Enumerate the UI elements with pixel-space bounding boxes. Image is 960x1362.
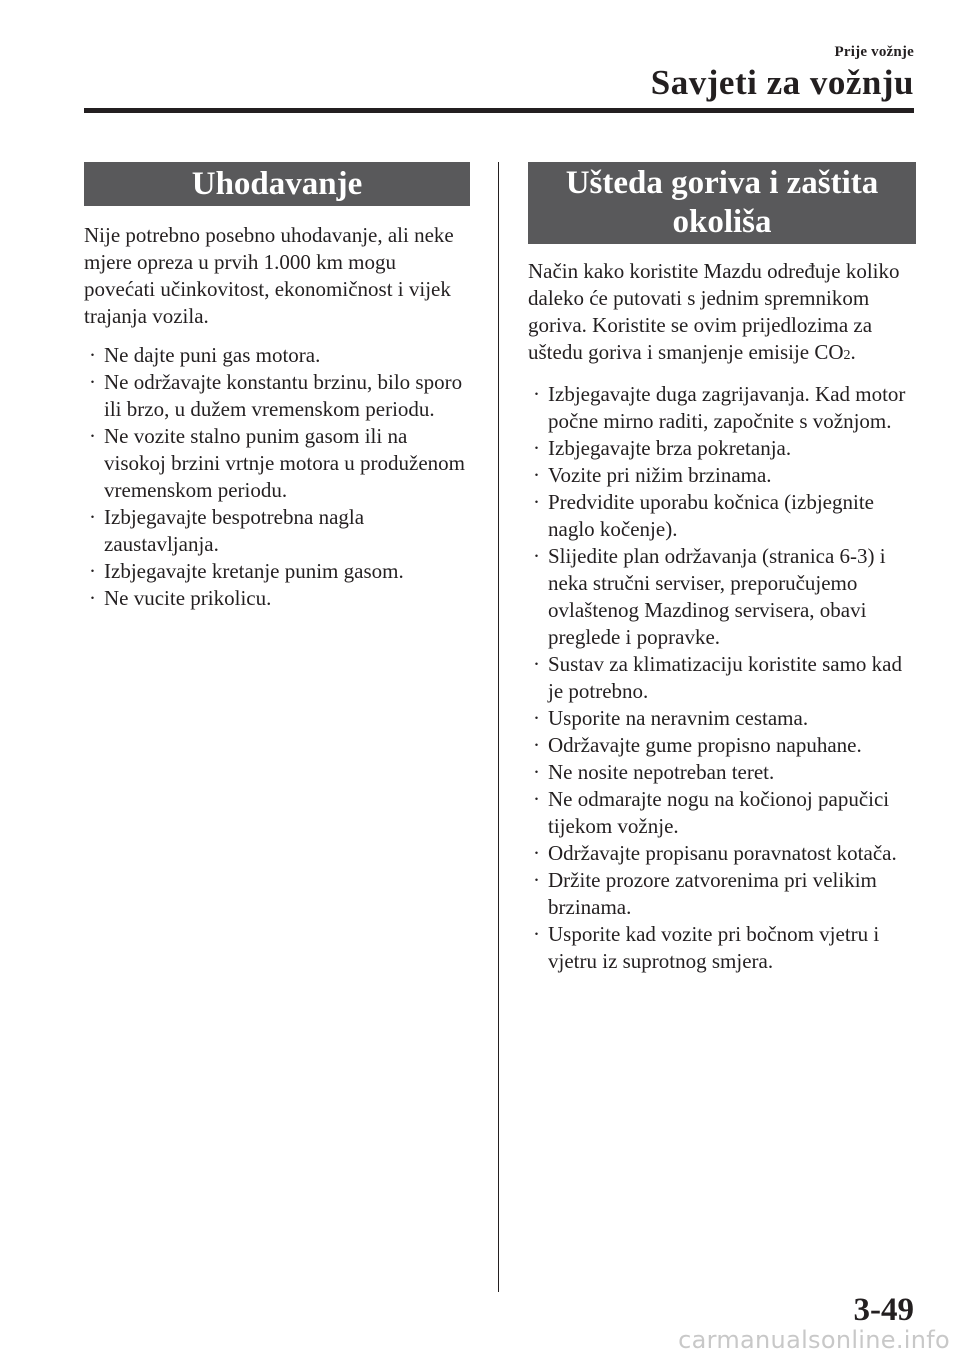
fuel-economy-intro	[528, 258, 916, 369]
list-item-text: Izbjegavajte bespotrebna nagla zaustavljanja.	[104, 505, 365, 556]
list-item-text: Vozite pri nižim brzinama.	[548, 463, 772, 487]
list-item	[528, 759, 916, 786]
list-item	[84, 369, 470, 423]
bullet-mark: ·	[533, 733, 540, 757]
list-item-text: Izbjegavajte kretanje punim gasom.	[104, 559, 404, 583]
list-item	[84, 504, 470, 558]
watermark: carmanualsonline.info	[678, 1326, 950, 1354]
list-item	[528, 705, 916, 732]
bullet-mark: ·	[89, 424, 96, 448]
list-item	[528, 921, 916, 975]
list-item-text: Držite prozore zatvorenima pri velikim brzinama.	[548, 868, 877, 919]
list-item	[84, 558, 470, 585]
list-item-text: Ne vucite prikolicu.	[104, 586, 272, 610]
list-item-text: Izbjegavajte brza pokretanja.	[548, 436, 792, 460]
bullet-mark: ·	[533, 436, 540, 460]
list-item	[84, 423, 470, 504]
section-heading: Savjeti za vožnju	[650, 63, 914, 102]
list-item	[528, 543, 916, 651]
list-item	[528, 489, 916, 543]
list-item-text: Ne dajte puni gas motora.	[104, 343, 321, 367]
right-column	[528, 162, 916, 975]
bullet-mark: ·	[533, 652, 540, 676]
list-item-text: Slijedite plan održavanja (stranica 6-3) i neka stručni serviser, preporučujemo ovlaštenog Mazdinog servisera, obavi preglede i popravke.	[548, 544, 886, 649]
column-divider	[498, 162, 499, 1292]
page-number: 3-49	[853, 1292, 914, 1328]
bullet-mark: ·	[533, 922, 540, 946]
list-item-text: Predvidite uporabu kočnica (izbjegnite naglo kočenje).	[548, 490, 874, 541]
list-item-text: Ne nosite nepotreban teret.	[548, 760, 775, 784]
list-item-text: Održavajte propisanu poravnatost kotača.	[548, 841, 897, 865]
run-in-intro: Nije potrebno posebno uhodavanje, ali neke mjere opreza u prvih 1.000 km mogu povećati učinkovitost, ekonomičnost i vijek trajanja vozila.	[84, 223, 454, 328]
bullet-mark: ·	[533, 841, 540, 865]
bullet-mark: ·	[533, 868, 540, 892]
bullet-mark: ·	[89, 370, 96, 394]
list-item-text: Usporite na neravnim cestama.	[548, 706, 809, 730]
list-item	[528, 867, 916, 921]
bullet-mark: ·	[89, 559, 96, 583]
fuel-economy-intro-text: Način kako koristite Mazdu određuje koliko daleko će putovati s jednim spremnikom goriva. Koristite se ovim prijedlozima za uštedu goriva i smanjenje emisije CO	[528, 259, 900, 364]
list-item	[528, 651, 916, 705]
list-item-text: Sustav za klimatizaciju koristite samo kad je potrebno.	[548, 652, 902, 703]
bullet-mark: ·	[89, 343, 96, 367]
list-item	[528, 732, 916, 759]
bullet-mark: ·	[533, 490, 540, 514]
bullet-mark: ·	[533, 787, 540, 811]
bullet-mark: ·	[533, 706, 540, 730]
section-title-fuel-economy: Ušteda goriva i zaštita okoliša	[528, 162, 916, 244]
list-item-text: Održavajte gume propisno napuhane.	[548, 733, 862, 757]
intro-period: .	[850, 340, 856, 364]
list-item	[84, 585, 470, 612]
co2-subscript: 2	[843, 348, 851, 363]
list-item-text: Ne održavajte konstantu brzinu, bilo sporo ili brzo, u dužem vremenskom periodu.	[104, 370, 463, 421]
list-item	[528, 786, 916, 840]
bullet-mark: ·	[533, 760, 540, 784]
list-item	[528, 462, 916, 489]
list-item-text: Izbjegavajte duga zagrijavanja. Kad motor počne mirno raditi, započnite s vožnjom.	[548, 382, 906, 433]
section-title-run-in: Uhodavanje	[84, 162, 470, 206]
bullet-mark: ·	[533, 382, 540, 406]
left-column	[84, 162, 470, 612]
list-item-text: Ne odmarajte nogu na kočionoj papučici tijekom vožnje.	[548, 787, 890, 838]
header-rule	[84, 108, 914, 113]
list-item-text: Ne vozite stalno punim gasom ili na visokoj brzini vrtnje motora u produženom vremenskom periodu.	[104, 424, 466, 502]
bullet-mark: ·	[89, 505, 96, 529]
list-item	[84, 342, 470, 369]
run-in-list	[84, 342, 470, 612]
list-item	[528, 435, 916, 462]
chapter-label: Prije vožnje	[834, 44, 914, 60]
bullet-mark: ·	[533, 544, 540, 568]
bullet-mark: ·	[533, 463, 540, 487]
list-item	[528, 381, 916, 435]
bullet-mark: ·	[89, 586, 96, 610]
list-item	[528, 840, 916, 867]
list-item-text: Usporite kad vozite pri bočnom vjetru i vjetru iz suprotnog smjera.	[548, 922, 880, 973]
fuel-economy-list	[528, 381, 916, 975]
